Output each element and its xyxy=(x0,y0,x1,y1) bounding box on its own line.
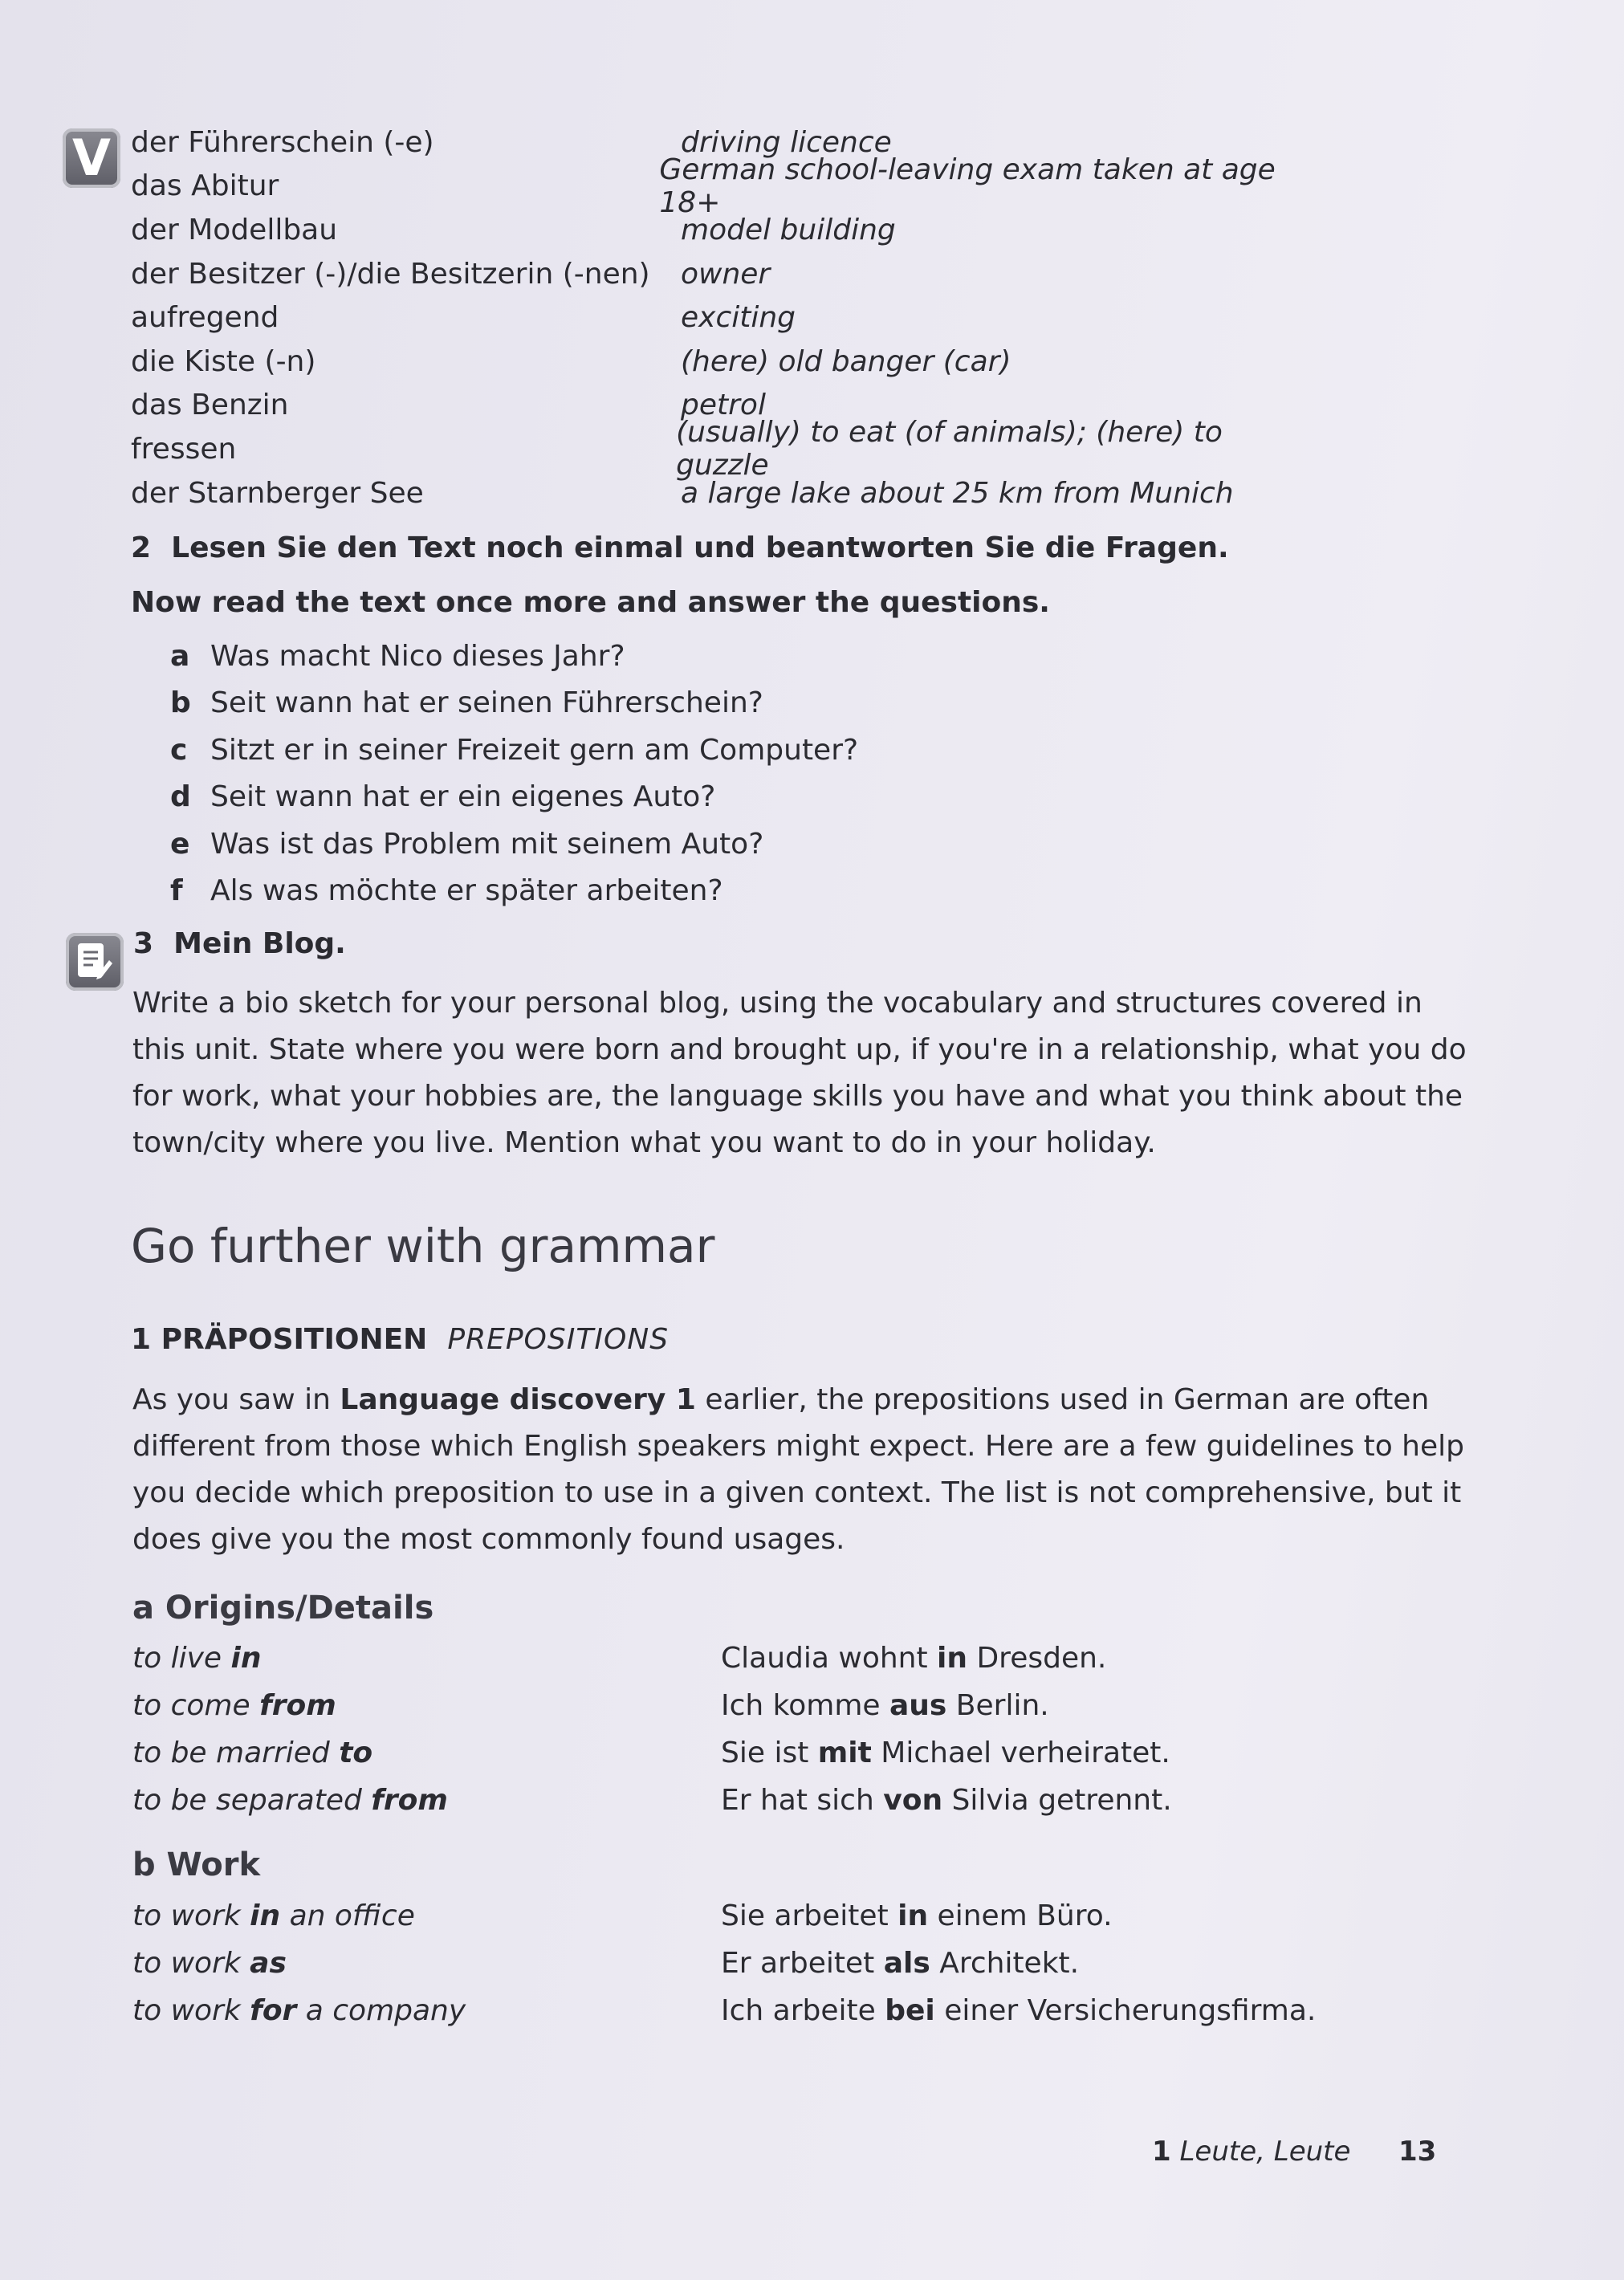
vocab-german: der Modellbau xyxy=(131,213,338,246)
writing-icon xyxy=(66,933,124,991)
text-run-bold: in xyxy=(937,1642,968,1675)
text-run-bold: from xyxy=(371,1784,448,1817)
example-english xyxy=(132,1689,721,1722)
question-text: Sitzt er in seiner Freizeit gern am Computer? xyxy=(210,733,859,767)
paragraph-line: different from those which English speakers might expect. Here are a few guidelines to help xyxy=(132,1430,1464,1463)
paragraph-line: town/city where you live. Mention what you want to do in your holiday. xyxy=(132,1126,1156,1159)
text-run: to work xyxy=(132,1947,250,1980)
exercise-title: Mein Blog. xyxy=(173,927,346,960)
text-run: a company xyxy=(296,1994,466,2027)
example-table xyxy=(132,1892,1337,2034)
example-german xyxy=(721,1642,1106,1675)
exercise-number: 3 xyxy=(133,927,154,960)
text-run: As you saw in xyxy=(132,1383,340,1416)
vocab-row xyxy=(131,252,1319,296)
question-item xyxy=(170,820,858,868)
text-run: Er arbeitet xyxy=(721,1947,884,1980)
text-run-bold: for xyxy=(250,1994,297,2027)
unit-title: Leute, Leute xyxy=(1179,2135,1351,2168)
vocab-row xyxy=(131,153,1319,219)
example-row xyxy=(132,1987,1337,2034)
text-run: Michael verheiratet. xyxy=(871,1736,1170,1769)
example-english xyxy=(132,1784,721,1817)
example-row xyxy=(132,1777,1337,1824)
question-letter: b xyxy=(170,686,191,720)
paragraph-line: does give you the most commonly found usages. xyxy=(132,1523,845,1556)
example-german xyxy=(721,1947,1079,1980)
text-run: einer Versicherungsfirma. xyxy=(934,1994,1317,2027)
subsection-number: 1 xyxy=(131,1323,152,1356)
question-letter: c xyxy=(170,733,188,767)
example-english xyxy=(132,1642,721,1675)
question-list xyxy=(170,633,858,914)
vocab-german: aufregend xyxy=(131,301,279,335)
example-english xyxy=(132,1994,721,2027)
vocab-german: fressen xyxy=(131,432,237,466)
text-run: Dresden. xyxy=(967,1642,1107,1675)
text-run-bold: to xyxy=(339,1736,373,1769)
vocab-row xyxy=(131,471,1319,515)
example-english xyxy=(132,1736,721,1769)
question-item xyxy=(170,774,858,821)
question-text: Seit wann hat er ein eigenes Auto? xyxy=(210,780,716,814)
question-text: Was macht Nico dieses Jahr? xyxy=(210,639,625,673)
text-run: Ich komme xyxy=(721,1689,889,1722)
vocab-row xyxy=(131,416,1319,482)
subsection-subtitle: PREPOSITIONS xyxy=(447,1323,670,1356)
example-german xyxy=(721,1784,1172,1817)
question-item xyxy=(170,868,858,915)
subsection-heading xyxy=(131,1323,669,1356)
vocab-english: exciting xyxy=(681,301,796,335)
vocab-german: der Besitzer (-)/die Besitzerin (-nen) xyxy=(131,257,650,291)
example-german xyxy=(721,1689,1049,1722)
text-run: Sie ist xyxy=(721,1736,818,1769)
subsection-title: PRÄPOSITIONEN xyxy=(161,1323,428,1356)
text-run: to come xyxy=(132,1689,260,1722)
vocab-english: petrol xyxy=(681,389,766,422)
text-run: Silvia getrennt. xyxy=(942,1784,1172,1817)
exercise-instruction-de: Lesen Sie den Text noch einmal und beantworten Sie die Fragen. xyxy=(171,531,1229,564)
vocab-german: die Kiste (-n) xyxy=(131,344,316,378)
vocab-english: (usually) to eat (of animals); (here) to guzzle xyxy=(676,416,1223,482)
example-row xyxy=(132,1682,1337,1729)
text-run-bold: from xyxy=(259,1689,336,1722)
vocab-english: German school-leaving exam taken at age 18+ xyxy=(659,153,1276,219)
text-run: einem Büro. xyxy=(928,1899,1113,1932)
section-title: Go further with grammar xyxy=(131,1219,715,1273)
question-letter: d xyxy=(170,780,191,814)
text-run: Sie arbeitet xyxy=(721,1899,898,1932)
exercise-2-heading-en: Now read the text once more and answer the questions. xyxy=(131,586,1050,619)
text-run: to work xyxy=(132,1994,250,2027)
paragraph-line: this unit. State where you were born and brought up, if you're in a relationship, what you do xyxy=(132,1033,1467,1066)
page-number: 13 xyxy=(1398,2135,1437,2168)
question-item xyxy=(170,633,858,680)
vocabulary-list xyxy=(131,120,1319,515)
text-run: to be separated xyxy=(132,1784,372,1817)
text-run-bold: von xyxy=(883,1784,943,1817)
text-run-bold: aus xyxy=(889,1689,947,1722)
text-run-bold: Language discovery 1 xyxy=(340,1383,696,1416)
question-text: Was ist das Problem mit seinem Auto? xyxy=(210,827,764,861)
vocab-german: der Starnberger See xyxy=(131,476,424,510)
vocab-english: model building xyxy=(681,213,896,246)
running-footer xyxy=(1152,2135,1350,2168)
text-run: Claudia wohnt xyxy=(721,1642,938,1675)
text-run: to work xyxy=(132,1899,250,1932)
vocab-english: a large lake about 25 km from Munich xyxy=(681,476,1234,510)
paragraph-line: you decide which preposition to use in a given context. The list is not comprehensive, but it xyxy=(132,1476,1462,1509)
vocab-english: (here) old banger (car) xyxy=(681,344,1011,378)
example-english xyxy=(132,1947,721,1980)
example-row xyxy=(132,1892,1337,1940)
example-german xyxy=(721,1899,1113,1932)
text-run-bold: in xyxy=(897,1899,929,1932)
text-run-bold: als xyxy=(883,1947,930,1980)
question-letter: a xyxy=(170,639,190,673)
example-table xyxy=(132,1635,1337,1824)
exercise-3-instructions xyxy=(132,980,1467,1166)
exercise-3-heading xyxy=(133,927,346,960)
vocab-german: der Führerschein (-e) xyxy=(131,125,434,159)
question-letter: e xyxy=(170,827,190,861)
example-row xyxy=(132,1729,1337,1777)
question-letter: f xyxy=(170,874,183,908)
vocabulary-icon: V xyxy=(63,128,120,188)
example-english xyxy=(132,1899,721,1932)
text-run: Architekt. xyxy=(930,1947,1080,1980)
text-run: Er hat sich xyxy=(721,1784,884,1817)
text-run: earlier, the prepositions used in German are often xyxy=(695,1383,1430,1416)
example-german xyxy=(721,1736,1170,1769)
example-row xyxy=(132,1940,1337,1987)
paragraph-line: for work, what your hobbies are, the language skills you have and what you think about the xyxy=(132,1080,1463,1113)
vocab-german: das Benzin xyxy=(131,389,289,422)
text-run: Ich arbeite xyxy=(721,1994,885,2027)
vocab-german: das Abitur xyxy=(131,169,279,203)
question-item xyxy=(170,680,858,727)
text-run-bold: bei xyxy=(885,1994,935,2027)
category-title: b Work xyxy=(132,1846,261,1883)
category-title: a Origins/Details xyxy=(132,1590,434,1627)
example-row xyxy=(132,1635,1337,1682)
vocab-row xyxy=(131,295,1319,340)
text-run-bold: as xyxy=(250,1947,287,1980)
text-run: an office xyxy=(280,1899,415,1932)
grammar-intro xyxy=(132,1377,1464,1563)
question-text: Seit wann hat er seinen Führerschein? xyxy=(210,686,763,720)
exercise-2-heading-de xyxy=(131,531,1229,564)
unit-number: 1 xyxy=(1152,2135,1171,2168)
text-run: Berlin. xyxy=(946,1689,1049,1722)
example-german xyxy=(721,1994,1316,2027)
text-run-bold: in xyxy=(230,1642,262,1675)
text-run: to live xyxy=(132,1642,231,1675)
paragraph-line: Write a bio sketch for your personal blog, using the vocabulary and structures covered in xyxy=(132,987,1423,1020)
text-run: to be married xyxy=(132,1736,340,1769)
question-text: Als was möchte er später arbeiten? xyxy=(210,874,723,908)
text-run-bold: mit xyxy=(817,1736,872,1769)
vocab-english: owner xyxy=(681,257,771,291)
text-run-bold: in xyxy=(250,1899,281,1932)
question-item xyxy=(170,727,858,774)
vocab-row xyxy=(131,340,1319,384)
vocab-english: driving licence xyxy=(681,125,892,159)
paragraph-line xyxy=(132,1377,1464,1423)
exercise-number: 2 xyxy=(131,531,152,564)
